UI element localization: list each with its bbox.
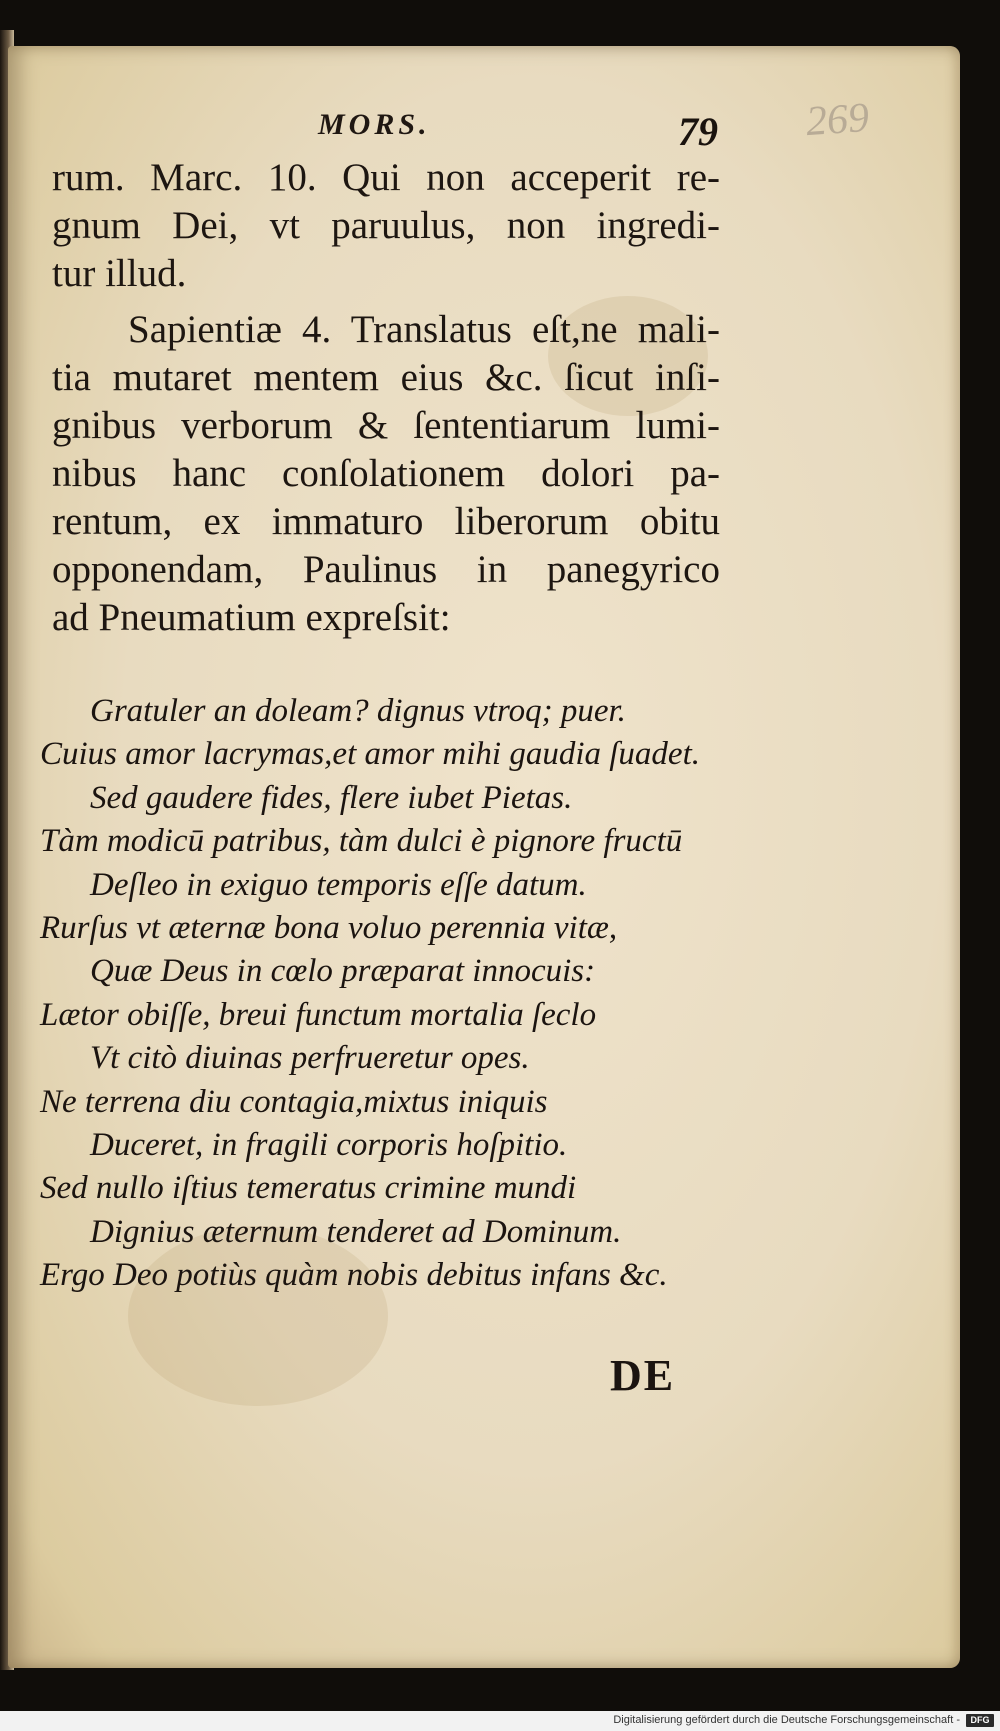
dfg-logo-icon: DFG [966, 1714, 994, 1727]
verse-line: Quæ Deus in cœlo præparat innocuis: [90, 953, 596, 990]
text-line: ad Pneumatium expreſsit: [52, 596, 451, 639]
text-line: nibus hanc conſolationem dolori pa- [52, 452, 720, 495]
page-number: 79 [678, 109, 718, 154]
verse-block [40, 690, 740, 1298]
catchword: DE [610, 1351, 676, 1400]
text-line: gnibus verborum & ſententiarum lumi- [52, 404, 720, 447]
verse-line: Sed nullo iſtius temeratus crimine mundi [40, 1170, 577, 1207]
verse-line: Duceret, in fragili corporis hoſpitio. [90, 1127, 568, 1164]
text-line: rum. Marc. 10. Qui non acceperit re- [52, 156, 720, 199]
verse-line: Deſleo in exiguo temporis eſſe datum. [90, 866, 587, 903]
verse-line: Gratuler an doleam? dignus vtroq; puer. [90, 693, 626, 729]
verse-line: Rurſus vt æternæ bona voluo perennia vitæ, [40, 910, 618, 947]
funding-credit: Digitalisierung gefördert durch die Deutsche Forschungsgemeinschaft - [613, 1714, 960, 1726]
text-line: rentum, ex immaturo liberorum obitu [52, 500, 720, 543]
text-line: tur illud. [52, 252, 187, 295]
verse-line: Lætor obiſſe, breui functum mortalia ſeclo [40, 996, 597, 1033]
verse-line: Vt citò diuinas perfrueretur opes. [90, 1040, 530, 1077]
paragraph-1 [52, 154, 720, 298]
running-head: MORS. [318, 108, 431, 141]
text-line: gnum Dei, vt paruulus, non ingredi- [52, 204, 720, 247]
verse-line: Sed gaudere fides, flere iubet Pietas. [90, 779, 573, 816]
verse-line: Dignius æternum tenderet ad Dominum. [90, 1213, 622, 1250]
paragraph-2 [52, 306, 720, 642]
verse-line: Tàm modicū patribus, tàm dulci è pignore fructū [40, 823, 683, 860]
text-line: opponendam, Paulinus in panegyrico [52, 548, 720, 591]
text-line: tia mutaret mentem eius &c. ſicut inſi- [52, 356, 720, 399]
verse-line: Ne terrena diu contagia,mixtus iniquis [40, 1083, 548, 1120]
verse-line: Cuius amor lacrymas,et amor mihi gaudia ſuadet. [40, 736, 700, 773]
verse-line: Ergo Deo potiùs quàm nobis debitus infans &c. [40, 1257, 668, 1294]
text-line: Sapientiæ 4. Translatus eſt,ne mali- [128, 308, 720, 351]
pencil-annotation: 269 [804, 94, 871, 146]
